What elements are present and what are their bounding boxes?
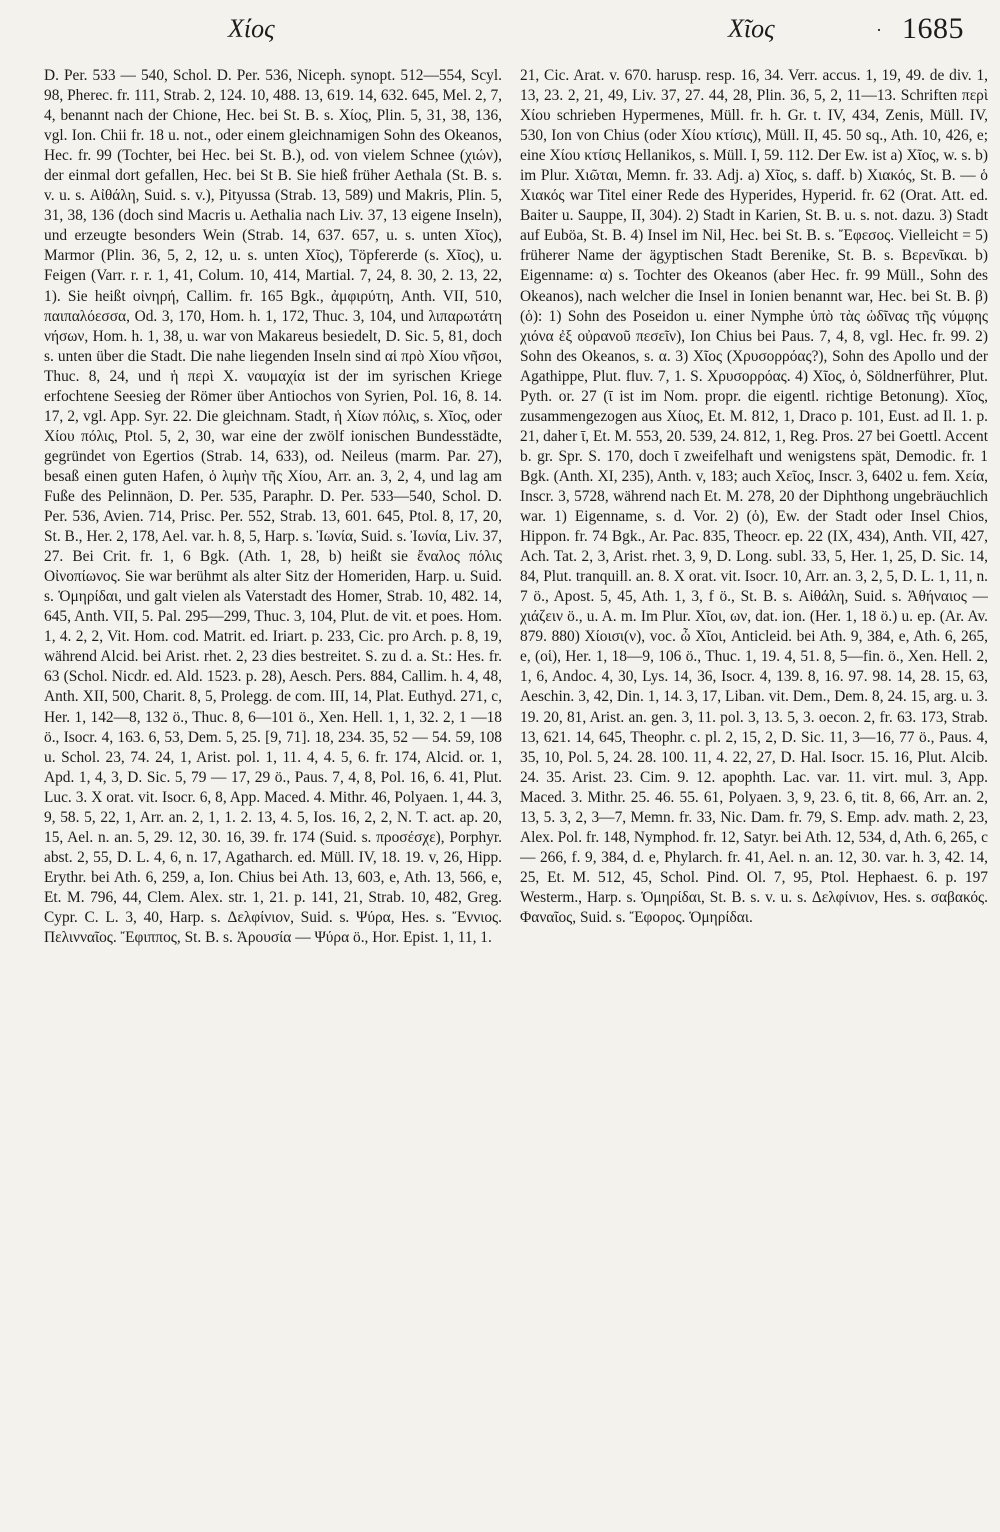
running-header — [0, 8, 1000, 56]
left-column — [44, 66, 502, 1522]
left-column-text: D. Per. 533 — 540, Schol. D. Per. 536, Niceph. synopt. 512—554, Scyl. 98, Pherec. fr. 111, Strab. 2, 124. 10, 488. 13, 619. 14, 632. 645, Mel. 2, 7, 4, benannt nach der Chione, Hec. bei St. B. s. Χίος, Plin. 5, 31, 38, 136, vgl. Ion. Chii fr. 18 u. not., oder einem gleichnamigen Sohn des Okeanos, Hec. fr. 99 (Tochter, bei Hec. bei St. B.), od. von vielem Schnee (χιών), der einmal dort gefallen, Hec. bei St B. Sie hieß früher Aethala (St. B. s. v. u. s. Αἰθάλη, Suid. s. v.), Pityussa (Strab. 13, 589) und Makris, Plin. 5, 31, 38, 136 (doch sind Macris u. Aethalia nach Liv. 37, 13 eigene Inseln), und erzeugte besonders Wein (Strab. 14, 637. 657, u. s. unten Χῖος), Marmor (Plin. 36, 5, 2, 12, u. s. unten Χῖος), Töpfererde (s. Χῖος), u. Feigen (Varr. r. r. 1, 41, Colum. 10, 414, Martial. 7, 24, 8. 30, 2. 13, 22, 1). Sie heißt οἰνηρή, Callim. fr. 165 Bgk., ἀμφιρύτη, Anth. VII, 510, παιπαλόεσσα, Od. 3, 170, Hom. h. 1, 172, Thuc. 3, 104, und λιπαρωτάτη νήσων, Hom. h. 1, 38, u. war von Makareus besiedelt, D. Sic. 5, 81, doch s. unten über die Stadt. Die nahe liegenden Inseln sind αἱ πρὸ Χίου νῆσοι, Thuc. 8, 24, und ἡ περὶ Χ. ναυμαχία ist der im syrischen Kriege erfochtene Seesieg der Römer über Antiochos von Syrien, Pol. 16, 8. 14. 17, 2, vgl. App. Syr. 22. Die gleichnam. Stadt, ἡ Χίων πόλις, s. Χῖος, oder Χίου πόλις, Ptol. 5, 2, 30, war eine der zwölf ionischen Bundesstädte, gegründet von Egertios (Strab. 14, 633), od. Neileus (marm. Par. 27), besaß einen guten Hafen, ὁ λιμὴν τῆς Χίου, Arr. an. 3, 2, 4, und lag am Fuße des Pelinnäon, D. Per. 535, Paraphr. D. Per. 533—540, Schol. D. Per. 536, Avien. 714, Prisc. Per. 552, Strab. 13, 601. 645, Ptol. 8, 17, 20, St. B., Her. 2, 178, Ael. var. h. 8, 5, Harp. s. Ἰωνία, Suid. s. Ἰωνία, Liv. 37, 27. Bei Crit. fr. 1, 6 Bgk. (Ath. 1, 28, b) heißt sie ἔναλος πόλις Οἰνοπίωνος. Sie war berühmt als alter Sitz der Homeriden, Harp. u. Suid. s. Ὁμηρίδαι, und galt vielen als Vaterstadt des Homer, Strab. 10, 482. 14, 645, Anth. VII, 5. Pal. 295—299, Thuc. 3, 104, Plut. de vit. et poes. Hom. 1, 4. 2, 2, Vit. Hom. cod. Matrit. ed. Iriart. p. 233, Cic. pro Arch. p. 8, 19, während Alcid. bei Arist. rhet. 2, 23 dies bestreitet. S. zu d. a. St.: Hes. fr. 63 (Schol. Nicdr. ed. Ald. 1523. p. 28), Aesch. Pers. 884, Callim. h. 4, 48, Anth. XII, 500, Charit. 8, 5, Prolegg. de com. III, 14, Plat. Euthyd. 271, c, Her. 1, 142—8, 132 ö., Thuc. 8, 6—101 ö., Xen. Hell. 1, 1, 32. 2, 1 —18 ö., Isocr. 4, 163. 6, 53, Dem. 5, 25. [9, 71]. 18, 234. 35, 52 — 54. 59, 108 u. Schol. 23, 74. 24, 1, Arist. pol. 1, 11. 4, 4. 5, 6. fr. 174, Alcid. or. 1, Apd. 1, 4, 3, D. Sic. 5, 79 — 17, 29 ö., Paus. 7, 4, 8, Pol. 16, 6. 41, Plut. Luc. 3. X orat. vit. Isocr. 6, 8, App. Maced. 4. Mithr. 46, Polyaen. 1, 44. 3, 9, 58. 5, 22, 1, Arr. an. 2, 1, 1. 2. 13, 4. 5, Ios. 16, 2, 2, N. T. act. ap. 20, 15, Ael. n. an. 5, 29. 12, 30. 16, 39. fr. 174 (Suid. s. προσέσχε), Porphyr. abst. 2, 55, D. L. 4, 6, n. 17, Agatharch. ed. Müll. IV, 18. 19. v, 26, Hipp. Erythr. bei Ath. 6, 259, a, Ion. Chius bei Ath. 13, 603, e, Ath. 13, 566, e, Et. M. 796, 44, Clem. Alex. str. 1, 21. p. 141, 21, Strab. 10, 482, Greg. Cypr. C. L. 3, 40, Harp. s. Δελφίνιον, Suid. s. Ψύρα, Hes. s. Ἔννιος. Πελινναῖος. Ἔφιππος, St. B. s. Ἀρουσία — Ψύρα ö., Hor. Epist. 1, 11, 1. — [44, 67, 502, 947]
left-headword: Χίος — [228, 14, 275, 43]
page-number: 1685 — [902, 12, 964, 45]
right-column-text: 21, Cic. Arat. v. 670. harusp. resp. 16, 34. Verr. accus. 1, 19, 49. de div. 1, 13, 23. 2, 21, 49, Liv. 37, 27. 44, 28, Plin. 36, 5, 2, 11—13. Schriften περὶ Χίου schrieben Hypermenes, Müll. fr. h. Gr. t. IV, 434, Zenis, Müll. IV, 530, Ion von Chius (oder Χίου κτίσις), Müll. II, 45. 50 sq., Ath. 10, 426, e; eine Χίου κτίσις Hellanikos, s. Müll. I, 59. 112. Der Ew. ist a) Χῖος, w. s. b) im Plur. Χιῶται, Memn. fr. 33. Adj. a) Χῖος, s. daff. b) Χιακός, St. B. — ὁ Χιακός war Titel einer Rede des Hyperides, Hyperid. fr. 62 (Orat. Att. ed. Baiter u. Sauppe, II, 304). 2) Stadt in Karien, St. B. u. s. not. dazu. 3) Stadt auf Euböa, St. B. 4) Insel im Nil, Hec. bei St. B. s. Ἔφεσος. Vielleicht = 5) früherer Name der ägyptischen Stadt Berenike, St. B. s. Βερενῖκαι. b) Eigenname: α) s. Tochter des Okeanos (aber Hec. fr. 99 Müll., Sohn des Okeanos), nach welcher die Insel in Ionien benannt war, Hec. bei St. B. β) (ὁ): 1) Sohn des Poseidon u. einer Nymphe ὑπὸ τὰς ὠδῖνας τῆς νύμφης χιόνα ἐξ οὐρανοῦ πεσεῖν), Ion Chius bei Paus. 7, 4, 8, vgl. Hec. fr. 99. 2) Sohn des Okeanos, s. α. 3) Χῖος (Χρυσορρόας?), Sohn des Apollo und der Agathippe, Plut. fluv. 7, 1. S. Χρυσορρόας. 4) Χῖος, ὁ, Söldnerführer, Plut. Pyth. or. 27 (ῑ ist im Nom. propr. die eigentl. richtige Betonung). Χῖος, zusammengezogen aus Χίιος, Et. M. 812, 1, Draco p. 101, Eust. ad Il. 1. p. 21, daher ῑ, Et. M. 553, 20. 539, 24. 812, 1, Reg. Pros. 27 bei Goettl. Accent b. gr. Spr. S. 170, doch ῑ zweifelhaft und wenigstens spät, Demodic. fr. 1 Bgk. (Anth. XI, 235), Anth. v, 183; auch Χεῖος, Inscr. 3, 6402 u. fem. Χεία, Inscr. 3, 5728, während nach Et. M. 278, 20 der Diphthong ungebräuchlich war. 1) Eigenname, s. d. Vor. 2) (ὁ), Ew. der Stadt oder Insel Chios, Hippon. fr. 74 Bgk., Ar. Pac. 835, Theocr. ep. 22 (IX, 434), Anth. VII, 427, Ach. Tat. 2, 3, Arist. rhet. 3, 9, D. Long. subl. 33, 5, Her. 1, 25, D. Sic. 14, 84, Plut. tranquill. an. 8. X orat. vit. Isocr. 10, Arr. an. 3, 2, 5, D. L. 1, 11, n. 7 ö., Apost. 5, 45, Ath. 1, 3, f ö., St. B. s. Αἰθάλη, Suid. s. Ἀθήναιος — χιάζειν ö., u. A. m. Im Plur. Χῖοι, ων, dat. ion. (Her. 1, 18 ö.) u. ep. (Ar. Av. 879. 880) Χίοισι(ν), voc. ὦ Χῖοι, Anticleid. bei Ath. 9, 384, e, Ath. 6, 265, e, (οἱ), Her. 1, 18—9, 106 ö., Thuc. 1, 19. 4, 51. 8, 5—fin. ö., Xen. Hell. 2, 1, 6, Andoc. 4, 30, Lys. 14, 36, Isocr. 4, 139. 8, 16. 97. 98. 14, 28. 15, 63, Aeschin. 3, 42, Din. 1, 14. 3, 17, Liban. vit. Dem., Dem. 8, 24. 15, arg. u. 3. 19. 20, 81, Arist. an. gen. 3, 11. pol. 3, 13. 5, 3. oecon. 2, fr. 63. 173, Strab. 13, 621. 14, 645, Theophr. c. pl. 2, 15, 2, D. Sic. 11, 3—16, 77 ö., Paus. 4, 35, 10, Pol. 5, 24. 28. 100. 11, 4. 22, 27, D. Hal. Isocr. 15. 16, Plut. Alcib. 24. 35. Arist. 23. Cim. 9. 12. apophth. Lac. var. 11. virt. mul. 3, App. Maced. 3. Mithr. 25. 46. 55. 61, Polyaen. 3, 9, 23. 6, tit. 8, 66, Arr. an. 2, 13, 5. 3, 2, 3—7, Memn. fr. 33, Nic. Dam. fr. 79, S. Emp. adv. math. 2, 23, Alex. Pol. fr. 148, Nymphod. fr. 12, Satyr. bei Ath. 12, 534, d, Ath. 6, 265, c — 266, f. 9, 384, d. e, Phylarch. fr. 41, Ael. n. an. 12, 30. var. h. 3, 42. 14, 25, Et. M. 512, 45, Schol. Pind. Ol. 7, 95, Ptol. Hephaest. 6. p. 197 Westerm., Harp. s. Ὁμηρίδαι, St. B. s. v. u. s. Δελφίνιον, Hes. s. σαβακός. Φαναῖος, Suid. s. Ἔφορος. Ὁμηρίδαι. — [520, 67, 988, 926]
right-column — [520, 66, 988, 1522]
column-gutter — [510, 66, 511, 1516]
header-bullet: · — [876, 20, 882, 40]
right-headword: Χῖος — [728, 14, 775, 43]
